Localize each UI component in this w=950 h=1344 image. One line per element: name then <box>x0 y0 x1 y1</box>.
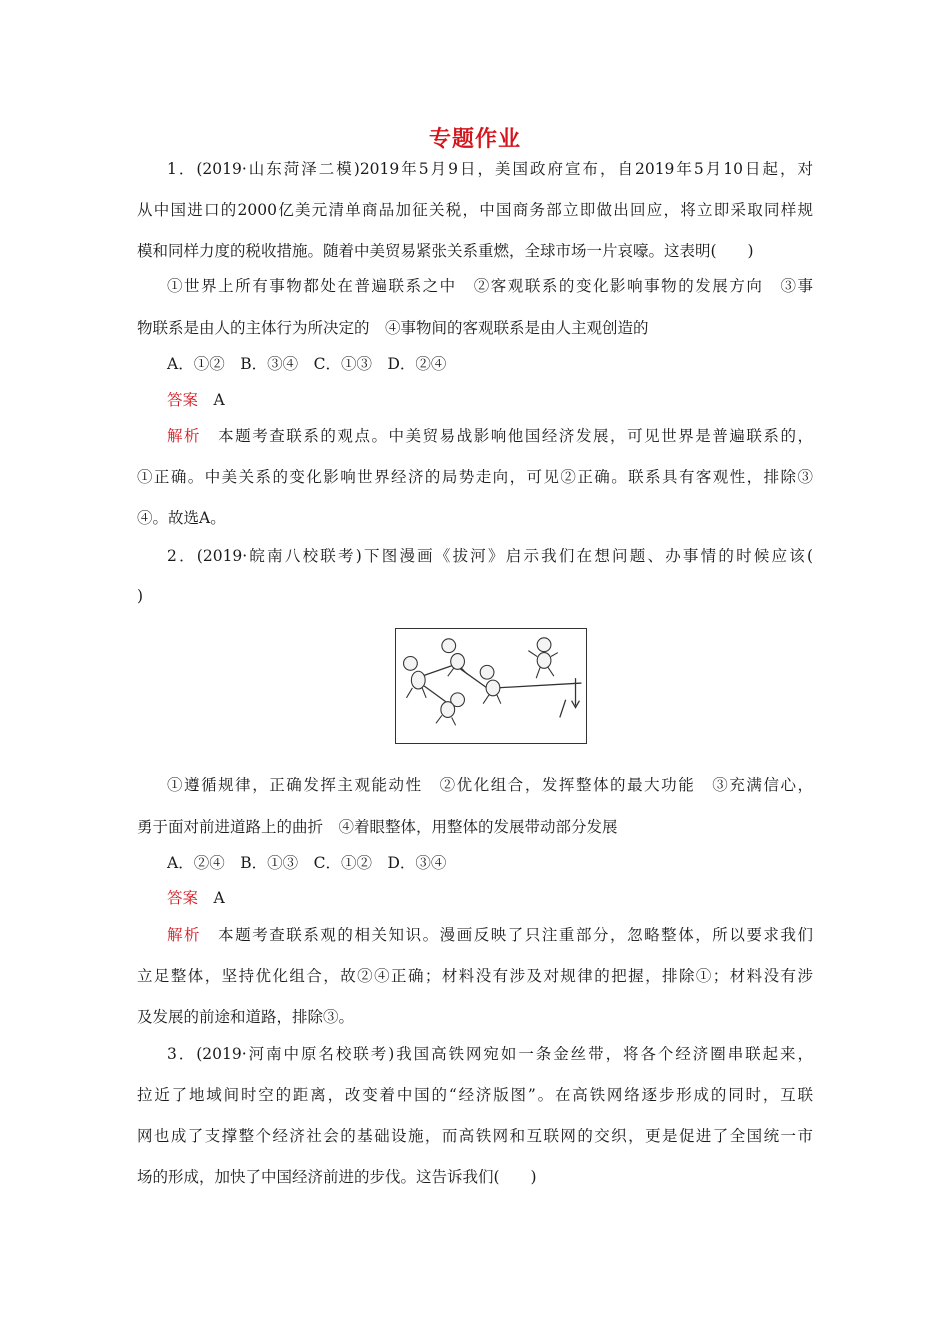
q1-answer <box>167 388 843 412</box>
answer-value: A <box>213 889 225 907</box>
rope-segment <box>495 683 581 688</box>
figure-legs <box>536 667 554 678</box>
figure-legs <box>406 688 426 698</box>
q2-choices: A．②④ B．①③ C．①② D．③④ <box>167 854 447 872</box>
q2-stem-line-1: 2．(2019·皖南八校联考)下图漫画《拔河》启示我们在想问题、办事情的时候应该( <box>167 547 813 565</box>
figure-head <box>442 639 456 653</box>
cartoon-drawing <box>396 629 586 743</box>
q2-option-line-2: 勇于面对前进道路上的曲折 ④着眼整体，用整体的发展带动部分发展 <box>137 818 618 836</box>
figure-body <box>451 654 465 670</box>
tug-of-war-cartoon <box>395 628 587 744</box>
analysis-text: 本题考查联系观的相关知识。漫画反映了只注重部分，忽略整体，所以要求我们 <box>218 926 813 944</box>
q3-stem-line-3: 网也成了支撑整个经济社会的基础设施，而高铁网和互联网的交织，更是促进了全国统一市 <box>137 1127 813 1145</box>
q1-stem-line-1: 1．(2019·山东菏泽二模)2019年5月9日，美国政府宣布，自2019年5月10日起，对 <box>167 160 813 178</box>
figure-body <box>411 671 425 689</box>
q2-answer <box>167 886 843 910</box>
q1-option-line-1: ①世界上所有事物都处在普遍联系之中 ②客观联系的变化影响事物的发展方向 ③事 <box>167 277 813 295</box>
q2-analysis-line-2: 立足整体，坚持优化组合，故②④正确；材料没有涉及对规律的把握，排除①；材料没有涉 <box>137 967 813 985</box>
figure-body <box>537 653 551 669</box>
q2-option-line-1: ①遵循规律，正确发挥主观能动性 ②优化组合，发挥整体的最大功能 ③充满信心， <box>167 776 813 794</box>
slash-mark <box>560 700 566 718</box>
q3-stem-line-2: 拉近了地域间时空的距离，改变着中国的“经济版图”。在高铁网络逐步形成的同时，互联 <box>137 1086 813 1104</box>
q1-analysis-line-1 <box>167 424 813 448</box>
q1-choices: A．①② B．③④ C．①③ D．②④ <box>167 355 447 373</box>
answer-label: 答案 <box>167 391 199 409</box>
q1-option-line-2: 物联系是由人的主体行为所决定的 ④事物间的客观联系是由人主观创造的 <box>137 319 649 337</box>
q1-analysis-line-2: ①正确。中美关系的变化影响世界经济的局势走向，可见②正确。联系具有客观性，排除③ <box>137 468 813 486</box>
q1-analysis-line-3: ④。故选A。 <box>137 509 226 527</box>
figure-body <box>441 702 455 718</box>
rope-segment <box>424 686 446 702</box>
figure-head <box>404 657 418 671</box>
figure-head <box>480 665 494 679</box>
analysis-text: 本题考查联系的观点。中美贸易战影响他国经济发展，可见世界是普遍联系的， <box>218 427 813 445</box>
figure-head <box>537 638 551 652</box>
analysis-label: 解析 <box>167 926 202 944</box>
q1-stem-line-2: 从中国进口的2000亿美元清单商品加征关税，中国商务部立即做出回应，将立即采取同样规 <box>137 201 813 219</box>
q1-stem-line-3: 模和同样力度的税收措施。随着中美贸易紧张关系重燃，全球市场一片哀嚎。这表明( ) <box>137 242 754 260</box>
figure-body <box>486 680 500 696</box>
answer-value: A <box>213 391 225 409</box>
analysis-label: 解析 <box>167 427 202 445</box>
q2-analysis-line-3: 及发展的前途和道路，排除③。 <box>137 1008 355 1026</box>
answer-label: 答案 <box>167 889 199 907</box>
q3-stem-line-4: 场的形成，加快了中国经济前进的步伐。这告诉我们( ) <box>137 1168 537 1186</box>
q2-analysis-line-1 <box>167 923 813 947</box>
q2-stem-line-2: ) <box>137 587 144 605</box>
page-title: 专题作业 <box>428 127 521 152</box>
q3-stem-line-1: 3．(2019·河南中原名校联考)我国高铁网宛如一条金丝带，将各个经济圈串联起来， <box>167 1045 813 1063</box>
